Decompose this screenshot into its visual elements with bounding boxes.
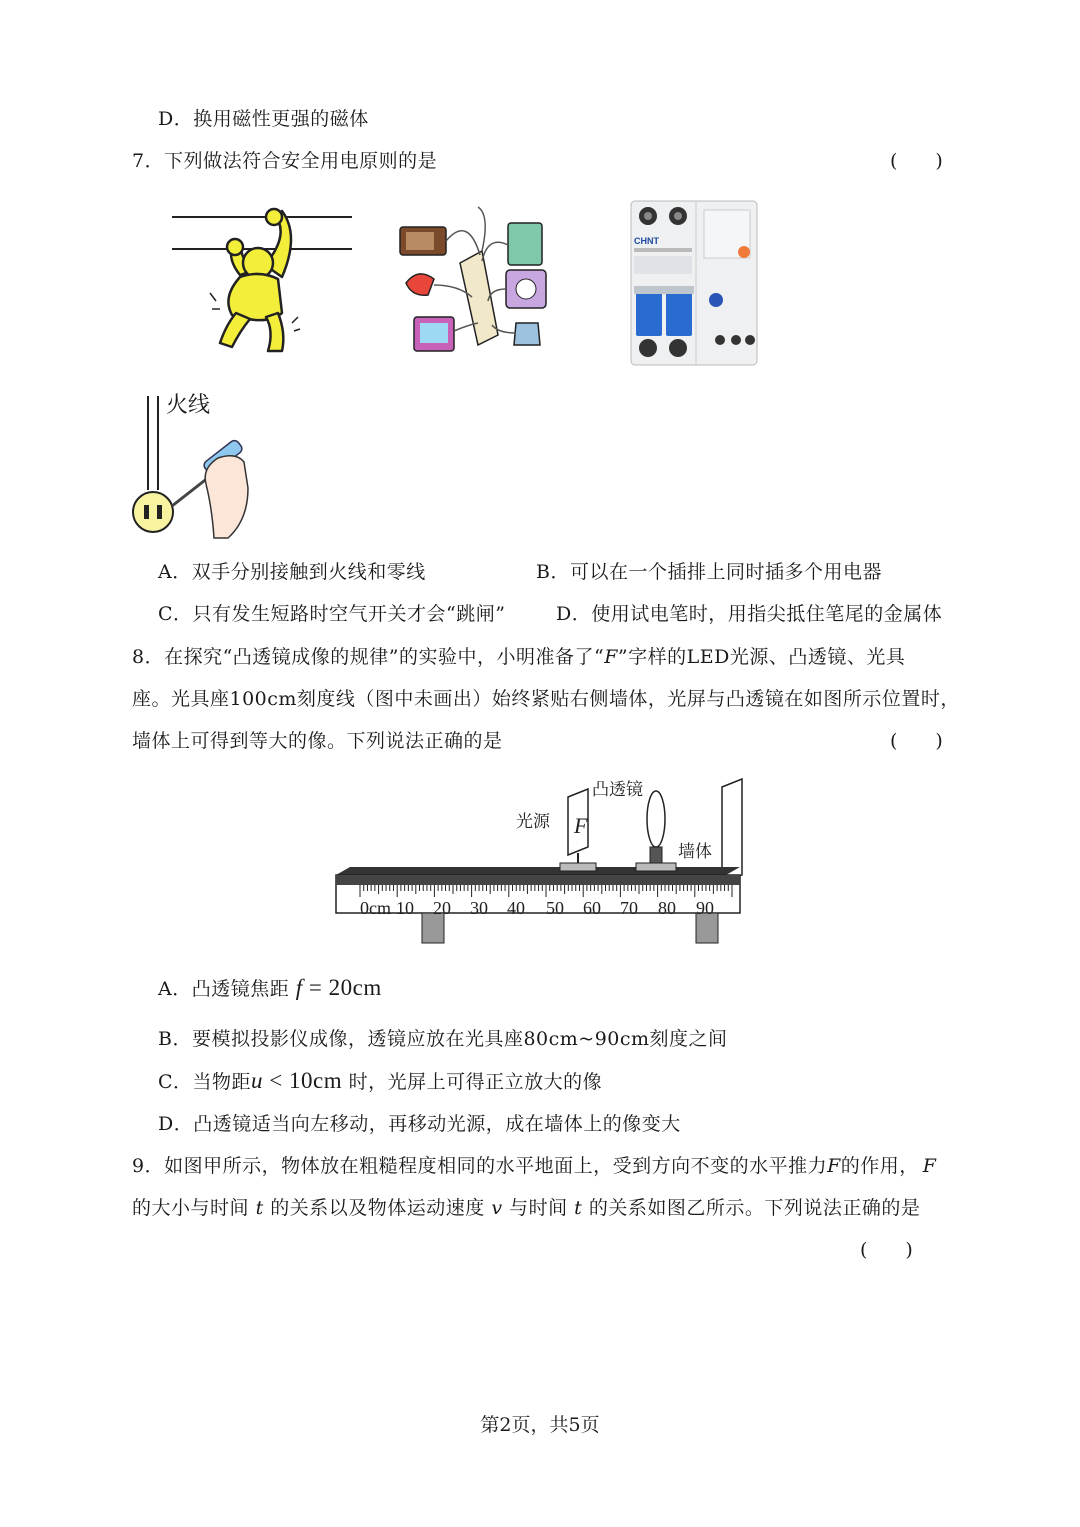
q8-figure-optical-bench	[330, 775, 750, 950]
breaker-brand-label	[634, 236, 659, 246]
q7-answer-paren: ( )	[890, 150, 943, 172]
q7-figure-a-electric-shock	[170, 205, 360, 365]
q7-option-a: A．双手分别接触到火线和零线	[158, 561, 426, 583]
q7-option-d: D．使用试电笔时，用指尖抵住笔尾的金属体	[556, 603, 943, 625]
label-wall	[678, 842, 712, 862]
label-convex-lens	[592, 779, 643, 800]
q8-option-b: B．要模拟投影仪成像，透镜应放在光具座80cm~90cm刻度之间	[158, 1028, 728, 1050]
q7-stem: 7．下列做法符合安全用电原则的是	[132, 150, 438, 172]
q7-figure-b-overloaded-power-strip	[398, 205, 563, 365]
q9-stem-line2: 的大小与时间 t 的关系以及物体运动速度 v 与时间 t 的关系如图乙所示。下列说法正确的是	[132, 1197, 921, 1219]
q7-figure-d-test-pen	[132, 388, 252, 548]
svg-text:光源: 光源	[516, 812, 550, 832]
tick-label-80: 80	[658, 898, 676, 918]
tick-label-0: 0cm	[360, 898, 391, 918]
q8-option-d: D．凸透镜适当向左移动，再移动光源，成在墙体上的像变大	[158, 1113, 681, 1135]
q8-option-a: A．凸透镜焦距 f = 20cm	[158, 975, 382, 1000]
q8-option-c: C．当物距u < 10cm 时，光屏上可得正立放大的像	[158, 1068, 603, 1093]
q8-stem-line1: 8．在探究“凸透镜成像的规律”的实验中，小明准备了“F”字样的LED光源、凸透镜、光具	[132, 646, 906, 668]
svg-text:墙体: 墙体	[678, 842, 712, 862]
q9-answer-paren: ( )	[860, 1239, 913, 1261]
q9-stem-line1: 9．如图甲所示，物体放在粗糙程度相同的水平地面上，受到方向不变的水平推力F的作用， F	[132, 1155, 937, 1177]
tick-label-60: 60	[583, 898, 601, 918]
svg-text:凸透镜: 凸透镜	[592, 780, 643, 800]
q8-stem-line2: 座。光具座100cm刻度线（图中未画出）始终紧贴右侧墙体，光屏与凸透镜在如图所示位置时，	[132, 688, 960, 710]
svg-text:F: F	[574, 813, 588, 838]
label-light-source	[516, 812, 551, 832]
tick-label-70: 70	[620, 898, 638, 918]
tick-label-20: 20	[433, 898, 451, 918]
svg-text:CHNT: CHNT	[634, 236, 659, 246]
tick-label-90: 90	[696, 898, 714, 918]
q7-figure-c-air-breaker	[630, 200, 758, 366]
hot-wire-label: 火线	[166, 393, 211, 418]
q7-option-c: C．只有发生短路时空气开关才会“跳闸”	[158, 603, 506, 625]
q6-option-d: D．换用磁性更强的磁体	[158, 108, 369, 130]
source-letter	[573, 813, 588, 838]
tick-label-40: 40	[507, 898, 525, 918]
tick-label-10: 10	[396, 898, 414, 918]
tick-label-50: 50	[546, 898, 564, 918]
q7-option-b: B．可以在一个插排上同时插多个用电器	[536, 561, 882, 583]
page-footer: 第2页，共5页	[480, 1414, 600, 1436]
tick-label-30: 30	[470, 898, 488, 918]
q8-stem-line3: 墙体上可得到等大的像。下列说法正确的是	[132, 730, 503, 752]
q8-answer-paren: ( )	[890, 730, 943, 752]
